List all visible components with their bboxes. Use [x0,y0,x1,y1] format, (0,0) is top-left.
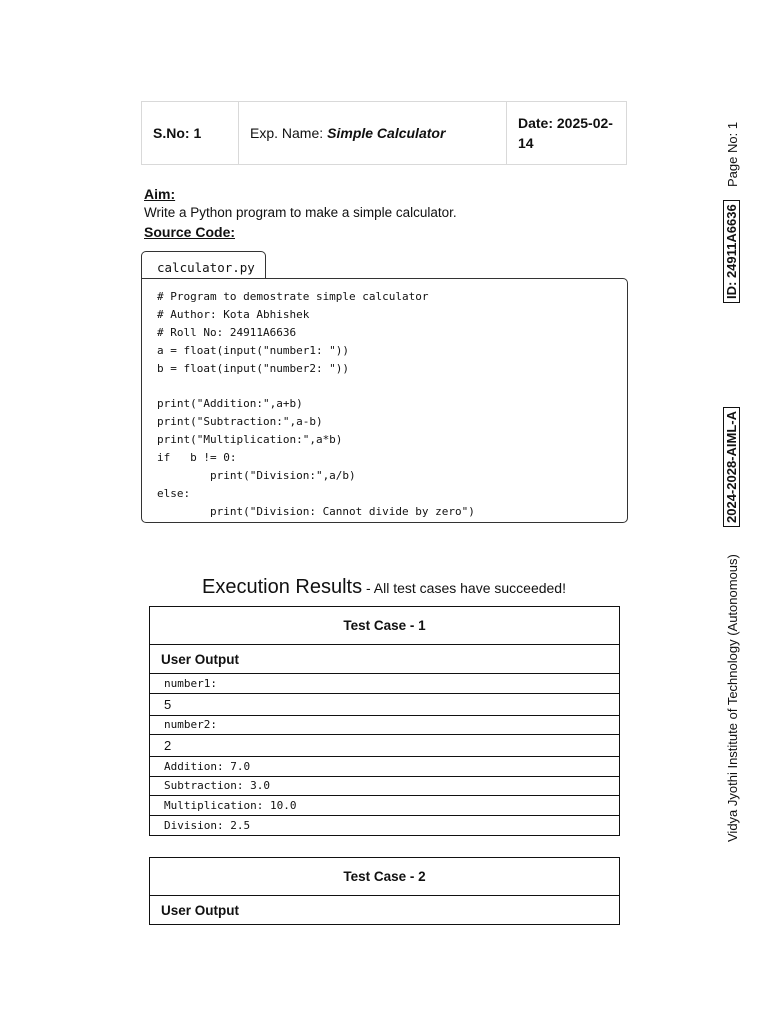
code-block [141,278,628,523]
experiment-name-prefix: Exp. Name: [250,125,324,141]
test-case-2 [149,857,620,925]
execution-results-heading [0,576,768,599]
source-code-label: Source Code: [144,224,236,240]
date-line-2: 14 [518,135,534,151]
user-output-label: User Output [161,902,240,918]
execution-subtitle: - All test cases have succeeded! [362,580,566,596]
file-tab[interactable]: calculator.py [141,251,266,279]
output-row: number2: [150,716,619,736]
output-row: Multiplication: 10.0 [150,796,619,816]
page-number: Page No: 1 [725,121,740,187]
experiment-name: Simple Calculator [327,125,446,141]
test-case-title: Test Case - 2 [150,858,619,896]
input-row: 5 [150,694,619,716]
batch-badge: 2024-2028-AIML-A [723,407,740,527]
input-row: 2 [150,735,619,757]
date-cell [507,102,628,164]
date-line-1: Date: 2025-02- [518,115,613,131]
experiment-name-cell [239,102,507,164]
source-code: # Program to demostrate simple calculator # Author: Kota Abhishek # Roll No: 24911A6636 a = float(input("number1: ")) b = float(input("number2: ")) print("Addition:",a+b) print("Subtraction:",a-b) print("Multiplication:",a*b) if b != 0: print("Division:",a/b) else: print("Division: Cannot divide by zero") [157,290,475,518]
output-row: Subtraction: 3.0 [150,777,619,797]
output-row: Division: 2.5 [164,818,251,832]
student-id-badge: ID: 24911A6636 [723,200,740,303]
aim-text: Write a Python program to make a simple calculator. [144,205,457,220]
serial-number: S.No: 1 [142,102,239,164]
user-output-label: User Output [150,645,619,674]
execution-title: Execution Results [202,576,363,598]
output-row: number1: [150,674,619,694]
institute-name: Vidya Jyothi Institute of Technology (Autonomous) [725,554,740,842]
test-case-1 [149,606,620,836]
aim-label: Aim: [144,186,176,202]
output-row: Addition: 7.0 [150,757,619,777]
test-case-title: Test Case - 1 [150,607,619,645]
experiment-header [141,101,627,165]
